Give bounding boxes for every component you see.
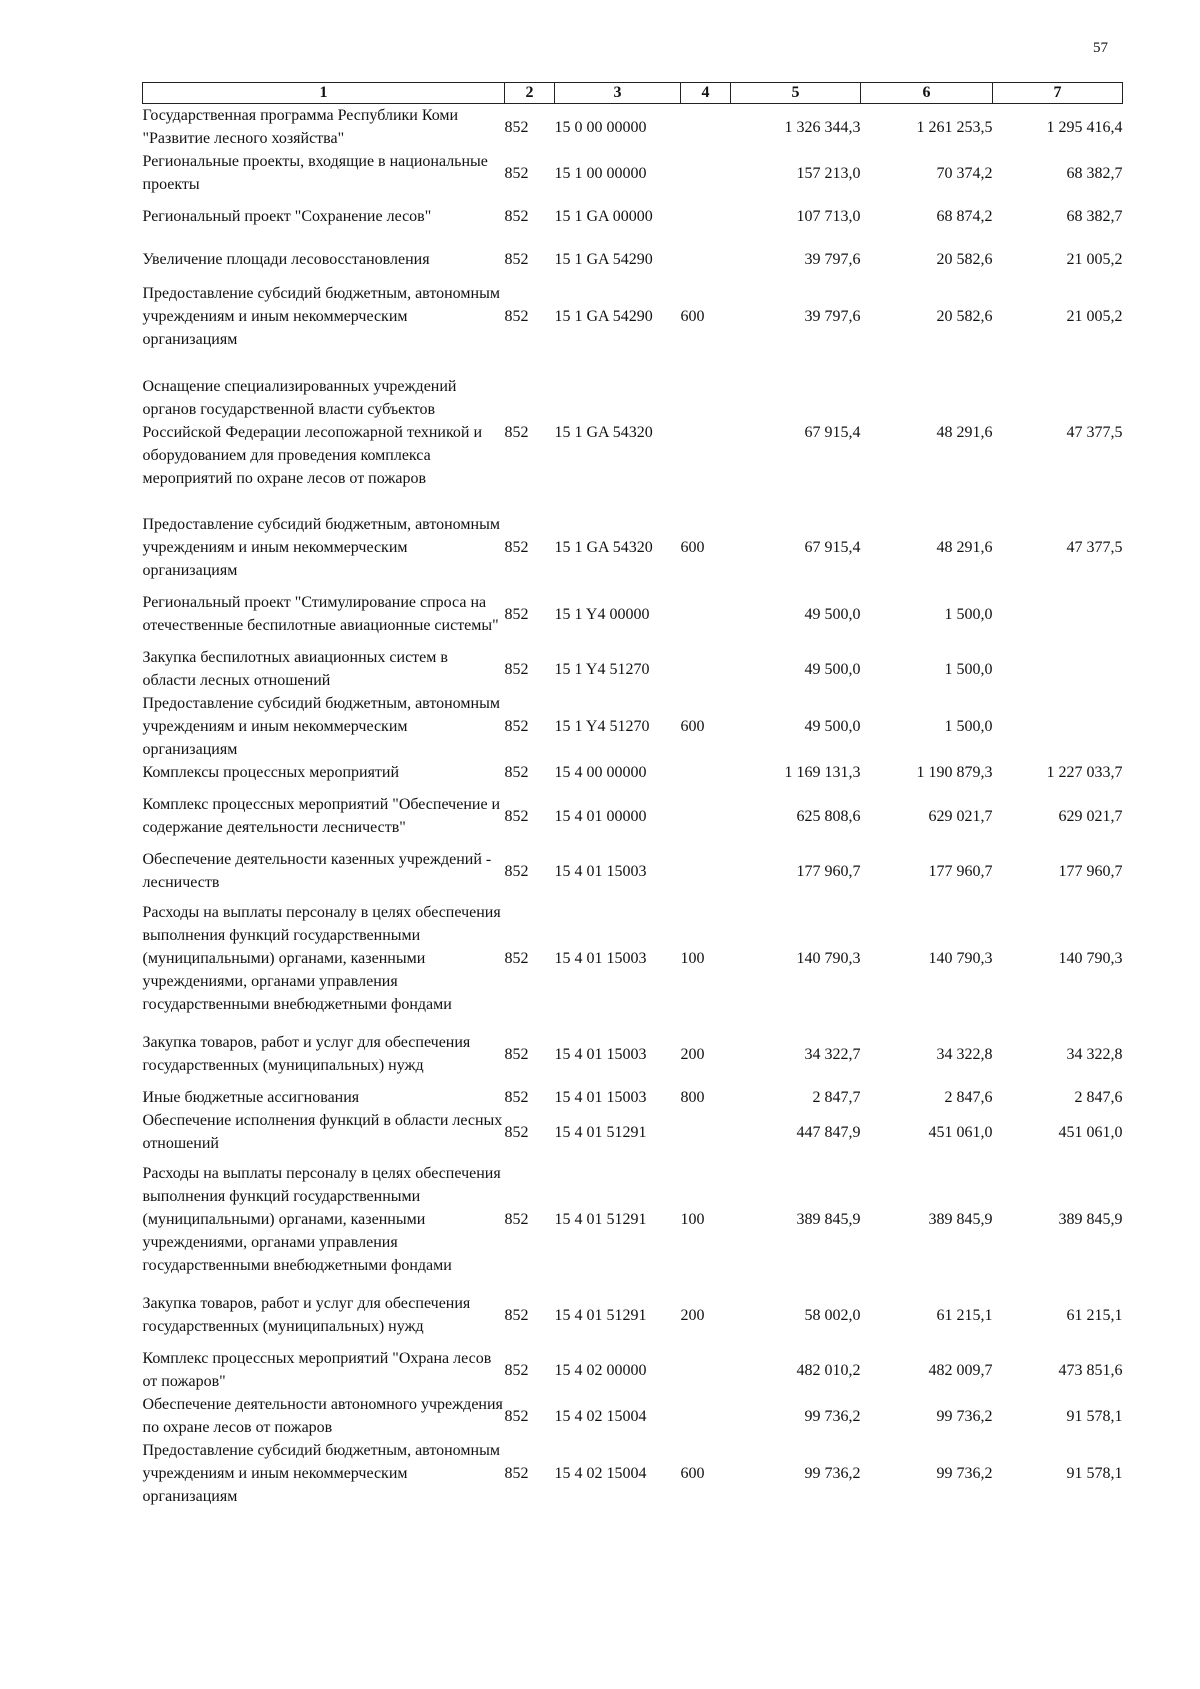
row-csr: 15 1 Y4 00000 (554, 605, 650, 623)
row-ved: 852 (504, 207, 529, 225)
row-amount-2: 1 190 879,3 (916, 764, 993, 781)
table-row (143, 236, 1123, 282)
row-csr: 15 1 GA 54290 (554, 308, 653, 325)
row-amount-2: 2 847,6 (944, 1089, 993, 1106)
row-csr: 15 1 Y4 51270 (554, 718, 650, 735)
row-csr: 15 4 02 15004 (554, 1407, 647, 1425)
row-amount-2: 1 500,0 (944, 718, 993, 735)
row-amount-3: 68 382,7 (1066, 164, 1123, 182)
row-vr (681, 351, 731, 513)
col-header-7: 7 (993, 83, 1123, 104)
row-amount-2: 1 500,0 (944, 660, 993, 678)
row-csr: 15 4 01 15003 (554, 1045, 647, 1063)
row-vr (681, 1109, 731, 1155)
row-vr: 600 (680, 308, 705, 325)
row-ved: 852 (504, 1361, 529, 1379)
row-name: Расходы на выплаты персоналу в целях обеспечения выполнения функций государственными (муниципальными) органами, казенными учреждениями, органами управления государственными внебюджетными фондами (142, 903, 501, 1013)
row-name: Комплексы процессных мероприятий (142, 764, 400, 781)
row-vr (681, 1347, 731, 1393)
row-csr: 15 4 02 00000 (554, 1361, 647, 1379)
row-name: Региональный проект "Сохранение лесов" (142, 207, 432, 225)
table-row (143, 1439, 1123, 1508)
table-row (143, 1393, 1123, 1439)
row-amount-3: 91 578,1 (1066, 1465, 1123, 1482)
page-number: 57 (1093, 40, 1108, 56)
row-amount-1: 2 847,7 (812, 1089, 861, 1106)
table-row (143, 1109, 1123, 1155)
row-csr: 15 4 01 51291 (554, 1306, 647, 1324)
table-row (143, 150, 1123, 196)
row-name: Региональные проекты, входящие в национальные проекты (142, 153, 488, 193)
row-name: Оснащение специализированных учреждений органов государственной власти субъектов Российской Федерации лесопожарной техникой и оборудованием для проведения комплекса мероприятий по охране лесов от пожаров (142, 377, 483, 487)
row-vr (681, 761, 731, 784)
table-row (143, 894, 1123, 1022)
row-csr: 15 4 01 15003 (554, 949, 647, 967)
row-ved: 852 (504, 118, 529, 136)
row-amount-1: 58 002,0 (804, 1306, 861, 1324)
table-body (143, 104, 1123, 1509)
row-ved: 852 (504, 764, 529, 781)
row-amount-1: 39 797,6 (804, 308, 861, 325)
row-vr: 100 (680, 1210, 705, 1228)
row-amount-3: 473 851,6 (1058, 1361, 1123, 1379)
row-csr: 15 4 01 15003 (554, 1089, 647, 1106)
row-amount-3: 451 061,0 (1058, 1123, 1123, 1141)
row-csr: 15 4 01 00000 (554, 807, 647, 825)
row-csr: 15 1 00 00000 (554, 164, 647, 182)
row-amount-3: 21 005,2 (1066, 308, 1123, 325)
table-row (143, 692, 1123, 761)
row-name: Увеличение площади лесовосстановления (142, 250, 430, 268)
row-amount-3: 47 377,5 (1066, 423, 1123, 441)
row-amount-3: 629 021,7 (1058, 807, 1123, 825)
row-amount-3 (993, 582, 1123, 646)
row-vr (681, 150, 731, 196)
row-amount-2: 68 874,2 (936, 207, 993, 225)
table-row (143, 1347, 1123, 1393)
row-amount-1: 34 322,7 (804, 1045, 861, 1063)
row-ved: 852 (504, 949, 529, 967)
row-name: Обеспечение деятельности автономного учреждения по охране лесов от пожаров (142, 1396, 503, 1436)
row-amount-3 (993, 692, 1123, 761)
row-amount-1: 625 808,6 (796, 807, 861, 825)
row-csr: 15 4 01 51291 (554, 1210, 647, 1228)
row-amount-2: 140 790,3 (928, 949, 993, 967)
col-header-2: 2 (505, 83, 555, 104)
row-ved: 852 (504, 605, 529, 623)
row-amount-1: 67 915,4 (804, 539, 861, 556)
row-vr: 800 (680, 1089, 705, 1106)
row-csr: 15 0 00 00000 (554, 118, 647, 136)
row-amount-1: 49 500,0 (804, 718, 861, 735)
table-row (143, 351, 1123, 513)
row-vr: 600 (680, 718, 705, 735)
row-ved: 852 (504, 1407, 529, 1425)
row-amount-3: 61 215,1 (1066, 1306, 1123, 1324)
row-amount-3: 21 005,2 (1066, 250, 1123, 268)
row-amount-2: 451 061,0 (928, 1123, 993, 1141)
row-amount-1: 49 500,0 (804, 605, 861, 623)
row-csr: 15 4 01 51291 (554, 1123, 647, 1141)
row-ved: 852 (504, 660, 529, 678)
row-amount-2: 177 960,7 (928, 862, 993, 880)
row-amount-2: 389 845,9 (928, 1210, 993, 1228)
row-name: Обеспечение исполнения функций в области лесных отношений (142, 1112, 503, 1152)
row-ved: 852 (504, 718, 529, 735)
table-row (143, 848, 1123, 894)
row-ved: 852 (504, 862, 529, 880)
table-row (143, 1155, 1123, 1283)
row-name: Предоставление субсидий бюджетным, автономным учреждениям и иным некоммерческим организациям (142, 1442, 500, 1505)
row-ved: 852 (504, 1465, 529, 1482)
row-ved: 852 (504, 807, 529, 825)
table-row (143, 646, 1123, 692)
row-amount-3: 1 295 416,4 (1046, 118, 1123, 136)
row-amount-2: 99 736,2 (936, 1465, 993, 1482)
row-csr: 15 1 Y4 51270 (554, 660, 650, 678)
row-amount-1: 99 736,2 (804, 1407, 861, 1425)
row-vr: 100 (680, 949, 705, 967)
row-amount-3 (993, 646, 1123, 692)
row-amount-2: 70 374,2 (936, 164, 993, 182)
row-amount-3: 140 790,3 (1058, 949, 1123, 967)
row-amount-3: 91 578,1 (1066, 1407, 1123, 1425)
row-vr (681, 196, 731, 236)
row-amount-2: 20 582,6 (936, 308, 993, 325)
header-row (143, 83, 1123, 104)
table-row (143, 196, 1123, 236)
row-name: Расходы на выплаты персоналу в целях обеспечения выполнения функций государственными (муниципальными) органами, казенными учреждениями, органами управления государственными внебюджетными фондами (142, 1164, 501, 1274)
table-row (143, 104, 1123, 151)
col-header-1: 1 (143, 83, 505, 104)
row-name: Закупка товаров, работ и услуг для обеспечения государственных (муниципальных) нужд (142, 1034, 471, 1074)
row-amount-1: 140 790,3 (796, 949, 861, 967)
row-amount-1: 482 010,2 (796, 1361, 861, 1379)
row-vr (681, 848, 731, 894)
row-ved: 852 (504, 1089, 529, 1106)
row-ved: 852 (504, 1045, 529, 1063)
row-vr: 600 (680, 539, 705, 556)
row-vr (681, 1393, 731, 1439)
row-amount-2: 99 736,2 (936, 1407, 993, 1425)
row-amount-3: 1 227 033,7 (1046, 764, 1123, 781)
table-row (143, 1283, 1123, 1347)
row-amount-2: 1 500,0 (944, 605, 993, 623)
budget-table (142, 82, 1123, 1508)
row-name: Комплекс процессных мероприятий "Обеспечение и содержание деятельности лесничеств" (142, 796, 501, 836)
table-row (143, 282, 1123, 351)
row-ved: 852 (504, 164, 529, 182)
row-amount-2: 629 021,7 (928, 807, 993, 825)
row-amount-1: 1 169 131,3 (784, 764, 861, 781)
row-amount-1: 389 845,9 (796, 1210, 861, 1228)
row-amount-1: 107 713,0 (796, 207, 861, 225)
row-amount-1: 177 960,7 (796, 862, 861, 880)
row-name: Закупка товаров, работ и услуг для обеспечения государственных (муниципальных) нужд (142, 1295, 471, 1335)
table-row (143, 1086, 1123, 1109)
row-name: Предоставление субсидий бюджетным, автономным учреждениям и иным некоммерческим организациям (142, 695, 500, 758)
row-amount-1: 49 500,0 (804, 660, 861, 678)
row-name: Иные бюджетные ассигнования (142, 1089, 360, 1106)
col-header-3: 3 (555, 83, 681, 104)
row-amount-2: 48 291,6 (936, 539, 993, 556)
col-header-6: 6 (861, 83, 993, 104)
row-ved: 852 (504, 539, 529, 556)
row-amount-2: 34 322,8 (936, 1045, 993, 1063)
row-ved: 852 (504, 423, 529, 441)
row-name: Обеспечение деятельности казенных учреждений - лесничеств (142, 851, 492, 891)
row-amount-2: 48 291,6 (936, 423, 993, 441)
row-amount-1: 99 736,2 (804, 1465, 861, 1482)
row-name: Предоставление субсидий бюджетным, автономным учреждениям и иным некоммерческим организациям (142, 516, 500, 579)
row-vr (681, 236, 731, 282)
row-vr: 600 (680, 1465, 705, 1482)
row-csr: 15 4 00 00000 (554, 764, 647, 781)
row-amount-3: 47 377,5 (1066, 539, 1123, 556)
row-amount-3: 177 960,7 (1058, 862, 1123, 880)
row-amount-1: 39 797,6 (804, 250, 861, 268)
row-amount-1: 157 213,0 (796, 164, 861, 182)
row-ved: 852 (504, 250, 529, 268)
row-name: Региональный проект "Стимулирование спроса на отечественные беспилотные авиационные системы" (142, 594, 499, 634)
row-amount-1: 447 847,9 (796, 1123, 861, 1141)
row-ved: 852 (504, 1123, 529, 1141)
row-amount-1: 67 915,4 (804, 423, 861, 441)
row-name: Государственная программа Республики Коми "Развитие лесного хозяйства" (142, 107, 459, 147)
row-vr (681, 784, 731, 848)
table-row (143, 513, 1123, 582)
row-csr: 15 1 GA 54320 (554, 539, 653, 556)
table-row (143, 761, 1123, 784)
table-row (143, 784, 1123, 848)
row-vr (681, 582, 731, 646)
row-ved: 852 (504, 308, 529, 325)
row-csr: 15 1 GA 54290 (554, 250, 653, 268)
row-name: Закупка беспилотных авиационных систем в области лесных отношений (142, 649, 448, 689)
row-vr (681, 104, 731, 151)
row-vr: 200 (680, 1306, 705, 1324)
row-name: Предоставление субсидий бюджетным, автономным учреждениям и иным некоммерческим организациям (142, 285, 500, 348)
row-amount-3: 2 847,6 (1074, 1089, 1123, 1106)
row-csr: 15 4 01 15003 (554, 862, 647, 880)
row-amount-2: 482 009,7 (928, 1361, 993, 1379)
table-row (143, 1022, 1123, 1086)
row-amount-3: 34 322,8 (1066, 1045, 1123, 1063)
row-csr: 15 1 GA 00000 (554, 207, 653, 225)
row-amount-3: 68 382,7 (1066, 207, 1123, 225)
row-csr: 15 4 02 15004 (554, 1465, 647, 1482)
col-header-5: 5 (731, 83, 861, 104)
row-amount-3: 389 845,9 (1058, 1210, 1123, 1228)
row-amount-2: 61 215,1 (936, 1306, 993, 1324)
row-name: Комплекс процессных мероприятий "Охрана лесов от пожаров" (142, 1350, 492, 1390)
row-ved: 852 (504, 1306, 529, 1324)
row-amount-2: 1 261 253,5 (916, 118, 993, 136)
row-vr (681, 646, 731, 692)
col-header-4: 4 (681, 83, 731, 104)
table-row (143, 582, 1123, 646)
row-ved: 852 (504, 1210, 529, 1228)
row-amount-2: 20 582,6 (936, 250, 993, 268)
row-amount-1: 1 326 344,3 (784, 118, 861, 136)
row-csr: 15 1 GA 54320 (554, 423, 653, 441)
row-vr: 200 (680, 1045, 705, 1063)
